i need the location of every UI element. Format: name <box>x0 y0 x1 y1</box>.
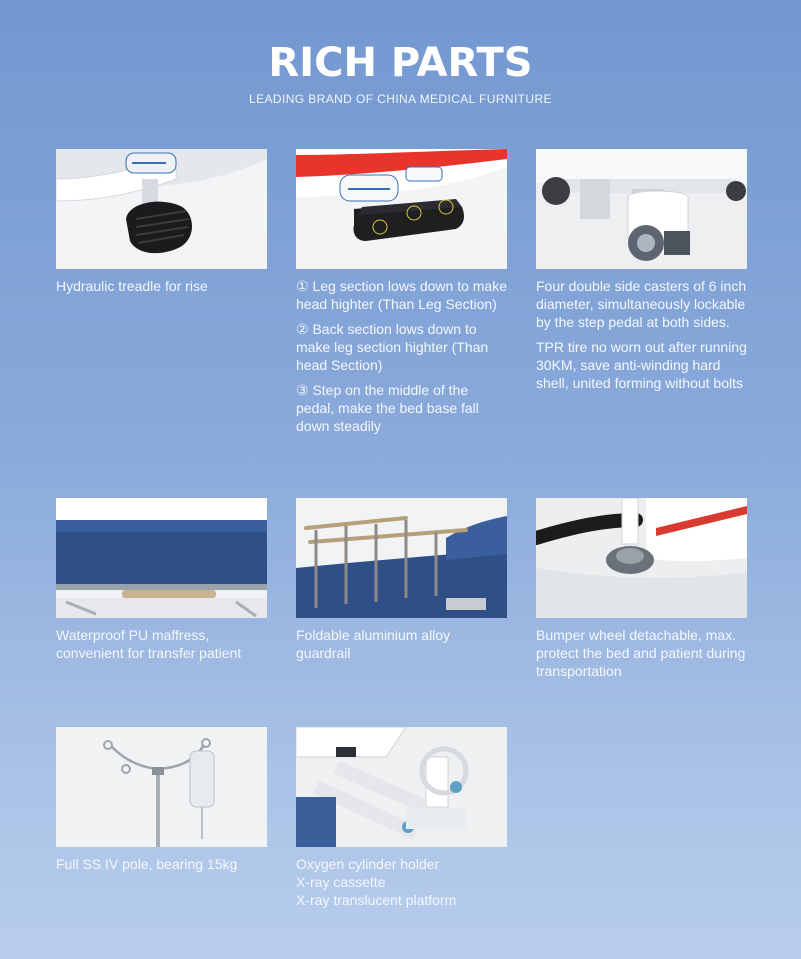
feature-text: ③ Step on the middle of the pedal, make the bed base fall down steadily <box>296 382 479 434</box>
feature-card-guardrail <box>296 498 507 669</box>
feature-text: Foldable aluminium alloy guardrail <box>296 627 451 661</box>
feature-text: Bumper wheel detachable, max. protect the bed and patient during transportation <box>536 627 746 679</box>
feature-text: Four double side casters of 6 inch diameter, simultaneously lockable by the step pedal at both sides. <box>536 278 747 330</box>
feature-caption <box>296 626 507 662</box>
mattress-photo <box>56 498 267 618</box>
page-title: RICH PARTS <box>268 40 533 86</box>
feature-card-oxygen-holder <box>296 727 507 909</box>
oxygen-holder-photo <box>296 727 507 847</box>
feature-caption <box>296 277 507 435</box>
feature-caption <box>56 626 267 662</box>
guardrail-photo <box>296 498 507 618</box>
feature-card-mattress <box>56 498 267 669</box>
feature-text: ② Back section lows down to make leg section highter (Than head Section) <box>296 321 489 373</box>
feature-text: X-ray translucent platform <box>296 892 457 908</box>
feature-card-pedal <box>296 149 507 442</box>
feature-text: X-ray cassette <box>296 874 386 890</box>
feature-text: Full SS IV pole, bearing 15kg <box>56 856 238 872</box>
feature-caption <box>296 855 507 909</box>
feature-caption <box>536 626 747 680</box>
page-subtitle: LEADING BRAND OF CHINA MEDICAL FURNITURE <box>249 92 552 106</box>
feature-text: TPR tire no worn out after running 30KM, save anti-winding hard shell, united forming without bolts <box>536 339 747 391</box>
iv-pole-photo <box>56 727 267 847</box>
feature-text: ① Leg section lows down to make head highter (Than Leg Section) <box>296 278 507 312</box>
feature-card-iv-pole <box>56 727 267 880</box>
casters-photo <box>536 149 747 269</box>
feature-text: Oxygen cylinder holder <box>296 856 440 872</box>
feature-text: Waterproof PU maffress, convenient for transfer patient <box>56 627 242 661</box>
feature-card-hydraulic-treadle <box>56 149 267 302</box>
feature-card-casters <box>536 149 747 399</box>
feature-card-bumper-wheel <box>536 498 747 687</box>
feature-caption <box>56 277 267 295</box>
bumper-wheel-photo <box>536 498 747 618</box>
pedal-photo <box>296 149 507 269</box>
feature-text: Hydraulic treadle for rise <box>56 278 208 294</box>
hydraulic-treadle-photo <box>56 149 267 269</box>
feature-caption <box>536 277 747 392</box>
feature-caption <box>56 855 267 873</box>
